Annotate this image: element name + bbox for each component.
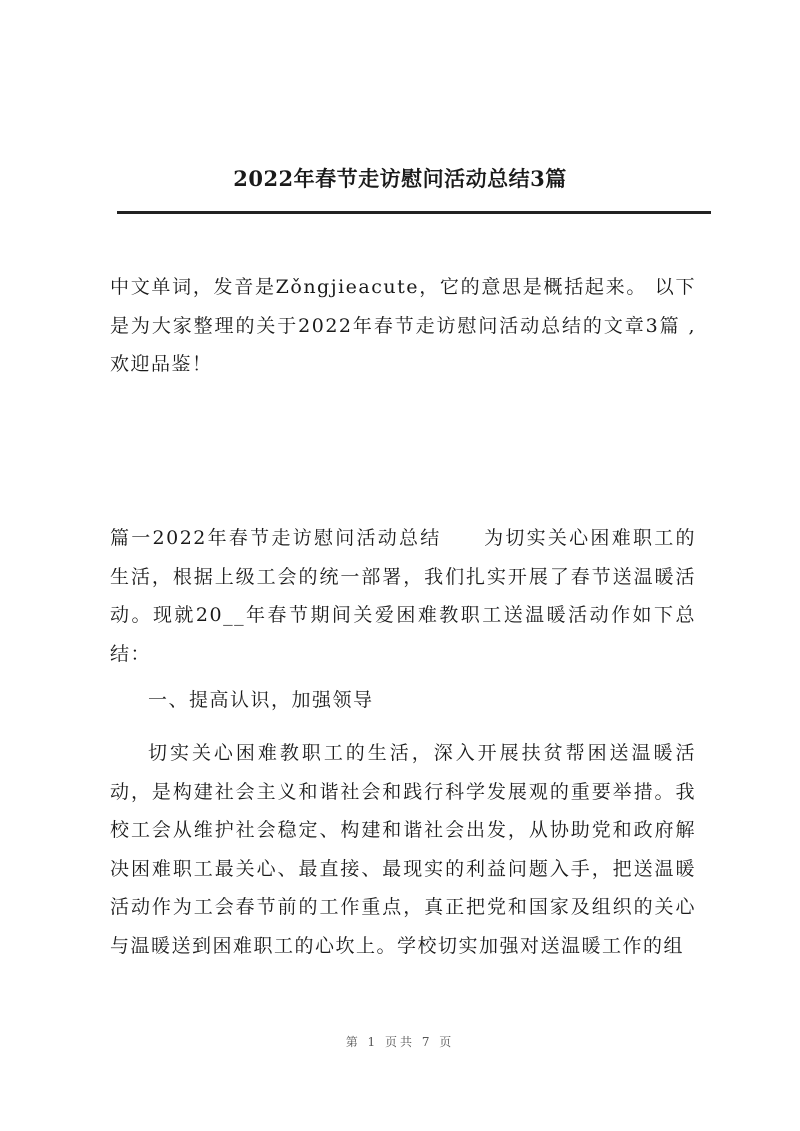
section1-body-paragraph: 切实关心困难教职工的生活，深入开展扶贫帮困送温暖活动，是构建社会主义和谐社会和践行科学发展观的重要举措。我校工会从维护社会稳定、构建和谐社会出发，从协助党和政府解决困难职工最关心、最直接、最现实的利益问题入手，把送温暖活动作为工会春节前的工作重点，真正把党和国家及组织的关心与温暖送到困难职工的心坎上。学校切实加强对送温暖工作的组	[110, 742, 696, 957]
document-title: 2022年春节走访慰问活动总结3篇	[233, 166, 567, 191]
page-footer: 第 1 页共 7 页	[345, 1035, 455, 1049]
intro-paragraph: 中文单词，发音是Zǒngjieacute，它的意思是概括起来。 以下是为大家整理的关于2022年春节走访慰问活动总结的文章3篇 ,欢迎品鉴！	[110, 276, 696, 375]
section1-opening-paragraph: 篇一2022年春节走访慰问活动总结 为切实关心困难职工的生活，根据上级工会的统一部署，我们扎实开展了春节送温暖活动。现就20__年春节期间关爱困难教职工送温暖活动作如下总结：	[110, 527, 696, 665]
section1-heading: 一、提高认识，加强领导	[148, 689, 374, 711]
title-divider	[117, 211, 711, 214]
